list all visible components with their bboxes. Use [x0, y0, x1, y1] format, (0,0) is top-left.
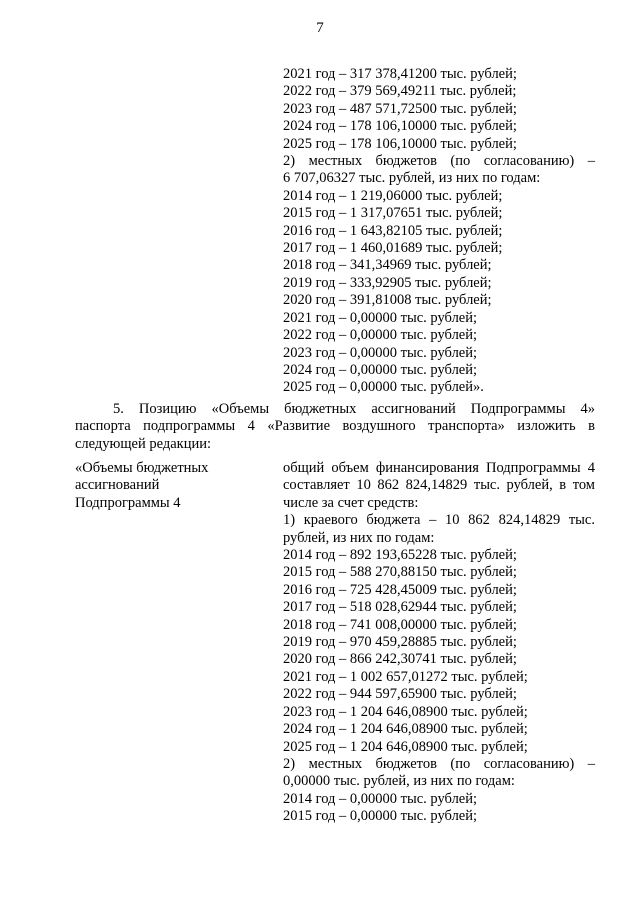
value-line: 2016 год – 725 428,45009 тыс. рублей;	[283, 581, 517, 598]
budget-line: 2023 год – 0,00000 тыс. рублей;	[283, 344, 478, 361]
budget-line: 2020 год – 391,81008 тыс. рублей;	[283, 292, 492, 309]
budget-line: 2024 год – 0,00000 тыс. рублей;	[283, 361, 478, 378]
value-line: 2015 год – 588 270,88150 тыс. рублей;	[283, 564, 517, 581]
budget-line: 2025 год – 178 106,10000 тыс. рублей;	[283, 135, 517, 152]
value-line: составляет 10 862 824,14829 тыс. рублей, в том	[283, 477, 595, 494]
budget-line: 2018 год – 341,34969 тыс. рублей;	[283, 257, 492, 274]
value-line: 2014 год – 892 193,65228 тыс. рублей;	[283, 547, 517, 564]
value-line: 2019 год – 970 459,28885 тыс. рублей;	[283, 634, 517, 651]
top-budget-block	[283, 66, 595, 397]
value-line: 2015 год – 0,00000 тыс. рублей;	[283, 808, 478, 825]
value-line: 2014 год – 0,00000 тыс. рублей;	[283, 790, 478, 807]
value-line: 2023 год – 1 204 646,08900 тыс. рублей;	[283, 703, 528, 720]
value-line: 2021 год – 1 002 657,01272 тыс. рублей;	[283, 668, 528, 685]
value-line: 2024 год – 1 204 646,08900 тыс. рублей;	[283, 721, 528, 738]
table-label-cell	[75, 460, 265, 512]
paragraph-line: 5. Позицию «Объемы бюджетных ассигнований Подпрограммы 4»	[113, 401, 595, 417]
value-line: общий объем финансирования Подпрограммы 4	[283, 460, 595, 476]
budget-line: 2022 год – 379 569,49211 тыс. рублей;	[283, 83, 517, 100]
value-line: 2025 год – 1 204 646,08900 тыс. рублей;	[283, 738, 528, 755]
budget-line: 2015 год – 1 317,07651 тыс. рублей;	[283, 205, 503, 222]
budget-line: 2019 год – 333,92905 тыс. рублей;	[283, 274, 492, 291]
budget-line: 6 707,06327 тыс. рублей, из них по годам:	[283, 170, 541, 187]
value-line: 1) краевого бюджета – 10 862 824,14829 тыс.	[283, 512, 595, 529]
value-line: рублей, из них по годам:	[283, 529, 435, 546]
table-value-cell	[283, 460, 595, 826]
budget-line: 2014 год – 1 219,06000 тыс. рублей;	[283, 187, 503, 204]
value-line: 2022 год – 944 597,65900 тыс. рублей;	[283, 686, 517, 703]
paragraph-line: следующей редакции:	[75, 435, 212, 452]
budget-line: 2017 год – 1 460,01689 тыс. рублей;	[283, 240, 503, 257]
budget-line: 2021 год – 0,00000 тыс. рублей;	[283, 309, 478, 326]
value-line: 0,00000 тыс. рублей, из них по годам:	[283, 773, 515, 790]
label-line: Подпрограммы 4	[75, 494, 181, 511]
page-number: 7	[316, 20, 324, 36]
paragraph-5	[75, 401, 595, 453]
budget-line: 2016 год – 1 643,82105 тыс. рублей;	[283, 222, 503, 239]
budget-line: 2025 год – 0,00000 тыс. рублей».	[283, 379, 484, 396]
label-line: ассигнований	[75, 477, 160, 494]
value-line: числе за счет средств:	[283, 494, 419, 511]
label-line: «Объемы бюджетных	[75, 460, 209, 476]
value-line: 2020 год – 866 242,30741 тыс. рублей;	[283, 651, 517, 668]
budget-line: 2024 год – 178 106,10000 тыс. рублей;	[283, 118, 517, 135]
value-line: 2) местных бюджетов (по согласованию) –	[283, 755, 595, 772]
budget-line: 2022 год – 0,00000 тыс. рублей;	[283, 327, 478, 344]
paragraph-line: паспорта подпрограммы 4 «Развитие воздушного транспорта» изложить в	[75, 418, 595, 435]
budget-line: 2023 год – 487 571,72500 тыс. рублей;	[283, 100, 517, 117]
value-line: 2018 год – 741 008,00000 тыс. рублей;	[283, 616, 517, 633]
value-line: 2017 год – 518 028,62944 тыс. рублей;	[283, 599, 517, 616]
budget-line: 2) местных бюджетов (по согласованию) –	[283, 153, 595, 170]
budget-line: 2021 год – 317 378,41200 тыс. рублей;	[283, 66, 517, 82]
